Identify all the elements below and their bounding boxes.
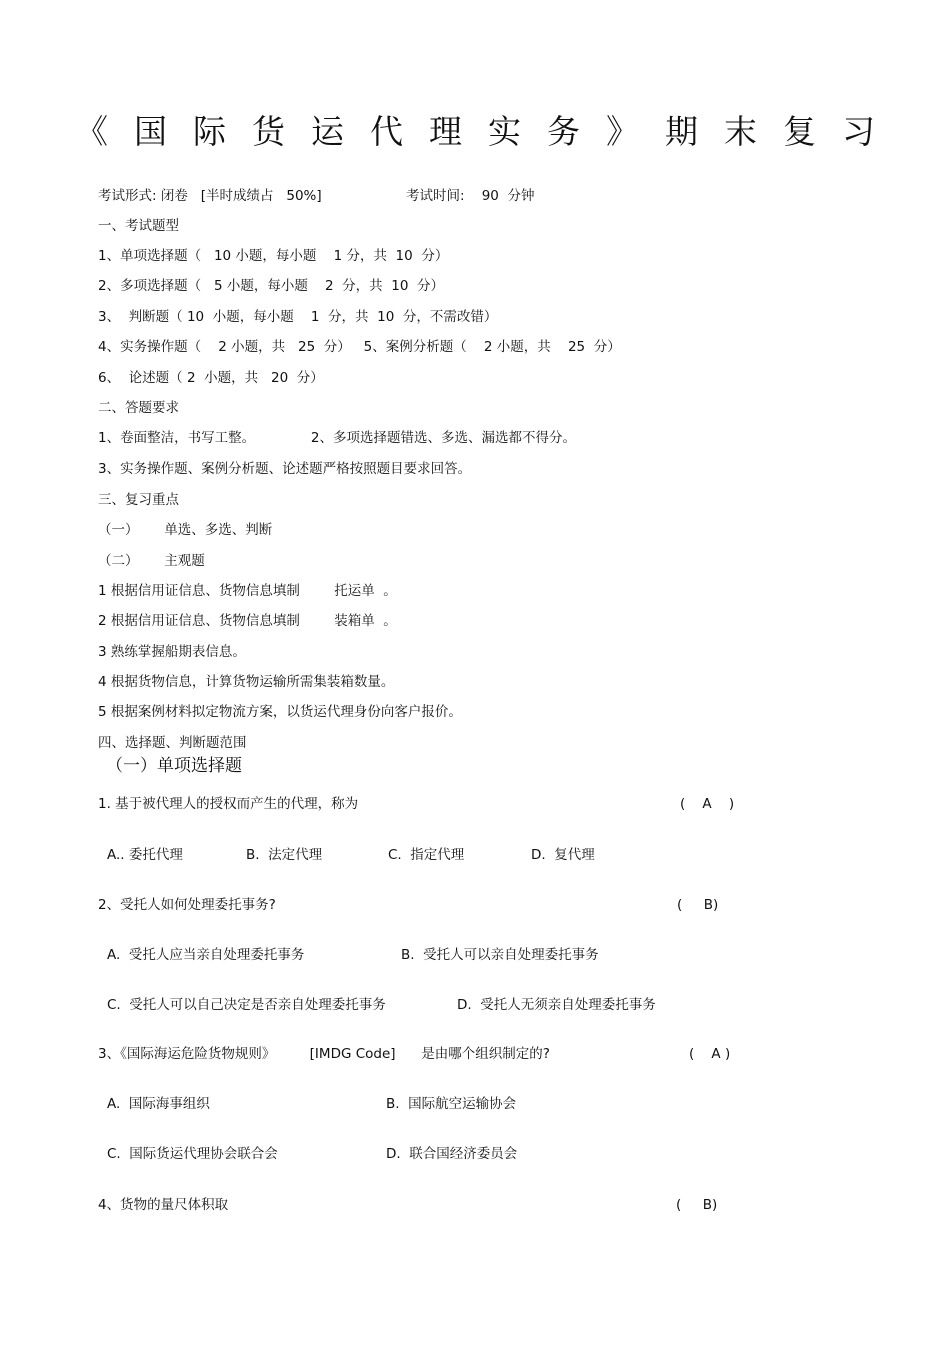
question-answer: ( A ) — [689, 1046, 731, 1062]
question-type-item: 1、单项选择题（ 10 小题，每小题 1 分，共 10 分） — [98, 248, 449, 264]
question-option: A. 国际海事组织 — [107, 1096, 210, 1112]
question-option: C. 国际货运代理协会联合会 — [107, 1146, 278, 1162]
question-answer: ( A ) — [680, 796, 735, 812]
question-stem: 1. 基于被代理人的授权而产生的代理，称为 — [98, 796, 359, 812]
question-option: B. 法定代理 — [246, 847, 323, 863]
question-option: B. 受托人可以亲自处理委托事务 — [401, 947, 599, 963]
document-title: 《国际货运代理实务》期末复习 — [75, 112, 901, 151]
section-heading-1: 一、考试题型 — [98, 218, 179, 234]
question-stem: 2、受托人如何处理委托事务? — [98, 897, 276, 913]
review-item: 1 根据信用证信息、货物信息填制 托运单 。 — [98, 583, 397, 599]
question-option: D. 联合国经济委员会 — [386, 1146, 518, 1162]
question-option: D. 受托人无须亲自处理委托事务 — [457, 997, 656, 1013]
question-type-item: 3、 判断题（ 10 小题，每小题 1 分，共 10 分，不需改错） — [98, 309, 498, 325]
subsection-heading: （一）单项选择题 — [106, 756, 242, 776]
question-option: D. 复代理 — [531, 847, 595, 863]
question-answer: ( B) — [677, 897, 719, 913]
review-item: （一） 单选、多选、判断 — [98, 522, 273, 538]
review-item: 4 根据货物信息，计算货物运输所需集装箱数量。 — [98, 674, 395, 690]
section-heading-2: 二、答题要求 — [98, 400, 179, 416]
question-option: A. 受托人应当亲自处理委托事务 — [107, 947, 305, 963]
question-option: B. 国际航空运输协会 — [386, 1096, 517, 1112]
requirement-item: 1、卷面整洁，书写工整。 2、多项选择题错选、多选、漏选都不得分。 — [98, 430, 576, 446]
exam-time: 考试时间: 90 分钟 — [406, 188, 535, 204]
question-answer: ( B) — [676, 1197, 718, 1213]
section-heading-3: 三、复习重点 — [98, 492, 179, 508]
section-heading-4: 四、选择题、判断题范围 — [98, 735, 247, 751]
question-stem: 3、《国际海运危险货物规则》 [IMDG Code] 是由哪个组织制定的? — [98, 1046, 550, 1062]
question-type-item: 6、 论述题（ 2 小题，共 20 分） — [98, 370, 324, 386]
review-item: （二） 主观题 — [98, 553, 205, 569]
question-option: C. 指定代理 — [388, 847, 465, 863]
question-type-item: 4、实务操作题（ 2 小题，共 25 分） 5、案例分析题（ 2 小题，共 25 分） — [98, 339, 621, 355]
question-type-item: 2、多项选择题（ 5 小题，每小题 2 分，共 10 分） — [98, 278, 445, 294]
exam-form: 考试形式: 闭卷 [半时成绩占 50%] — [98, 188, 322, 204]
requirement-item: 3、实务操作题、案例分析题、论述题严格按照题目要求回答。 — [98, 461, 472, 477]
question-stem: 4、货物的量尺体积取 — [98, 1197, 229, 1213]
question-option: C. 受托人可以自己决定是否亲自处理委托事务 — [107, 997, 386, 1013]
review-item: 2 根据信用证信息、货物信息填制 装箱单 。 — [98, 613, 397, 629]
review-item: 3 熟练掌握船期表信息。 — [98, 644, 246, 660]
review-item: 5 根据案例材料拟定物流方案，以货运代理身份向客户报价。 — [98, 704, 462, 720]
question-option: A.. 委托代理 — [107, 847, 183, 863]
